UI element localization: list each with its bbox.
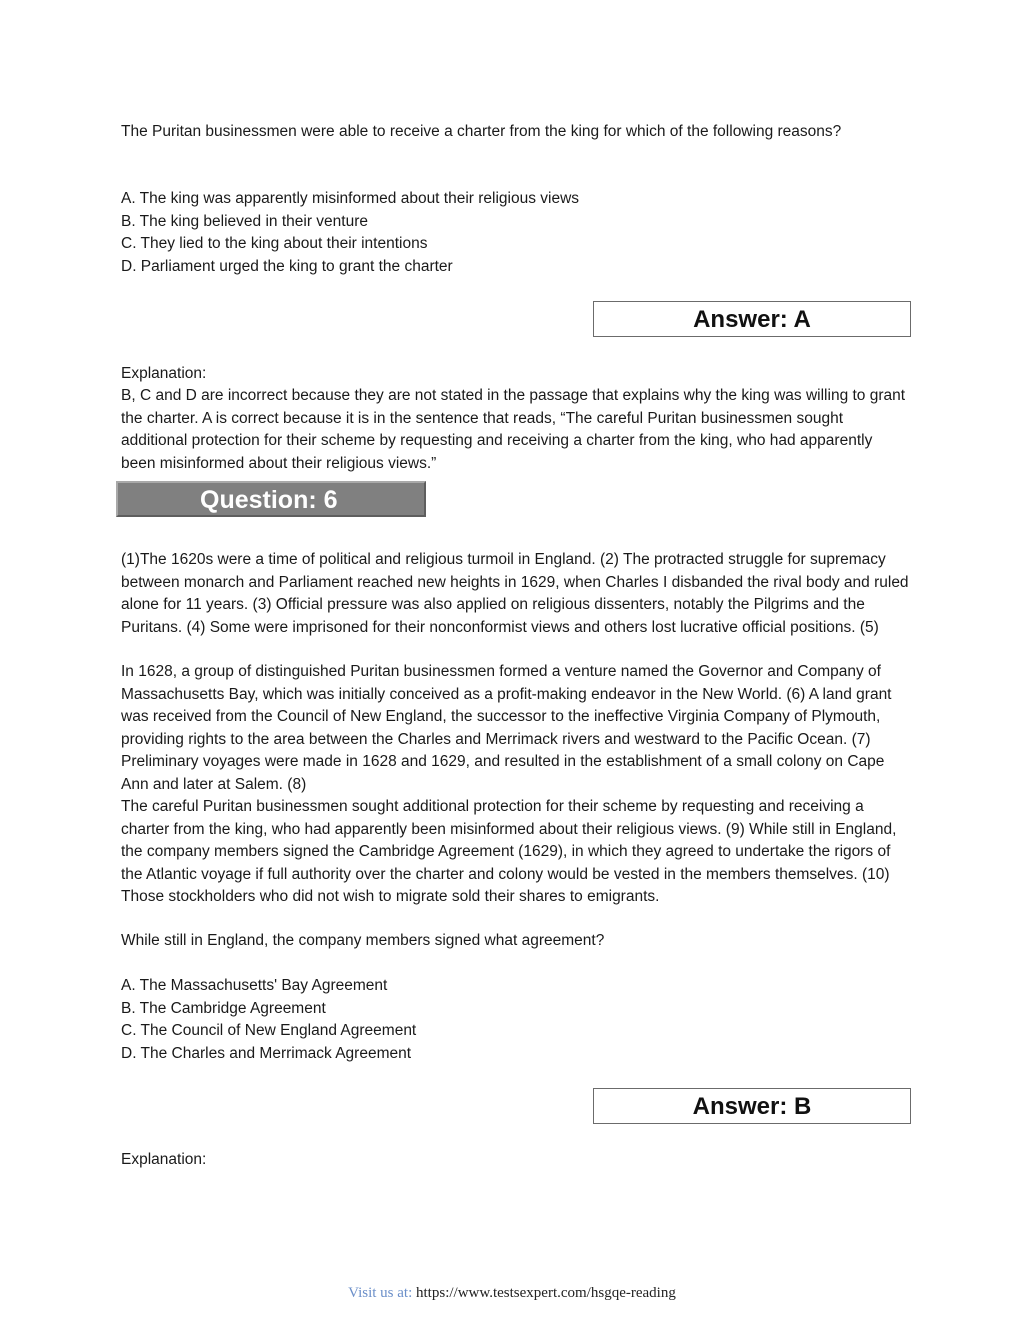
q6-passage-paragraph-3: The careful Puritan businessmen sought additional protection for their scheme by requesting and receiving a charter from the king, who had apparently been misinformed about their religious views. (9) While still in England, the company members signed the Cambridge Agreement (1629), in which they agreed to undertake the rigors of the Atlantic voyage if full authority over the charter and colony would be vested in the members themselves. (10) Those stockholders who did not wish to migrate sold their shares to emigrants. xyxy=(121,798,897,905)
q5-explanation-text: B, C and D are incorrect because they are not stated in the passage that explains why the king was willing to grant the charter. A is correct because it is in the sentence that reads, “The careful Puritan businessmen sought additional protection for their scheme by requesting and receiving a charter from the king, who had apparently been misinformed about their religious views.” xyxy=(121,387,906,472)
footer-url-link[interactable]: https://www.testsexpert.com/hsgqe-reading xyxy=(416,1285,676,1301)
q6-option-b: B. The Cambridge Agreement xyxy=(121,1000,326,1017)
q5-option-a: A. The king was apparently misinformed about their religious views xyxy=(121,190,580,207)
question-6-heading: Question: 6 xyxy=(200,486,338,514)
q5-question-text: The Puritan businessmen were able to receive a charter from the king for which of the following reasons? xyxy=(121,123,842,140)
q6-passage-paragraph-2: In 1628, a group of distinguished Puritan businessmen formed a venture named the Governor and Company of Massachusetts Bay, which was initially conceived as a profit-making endeavor in the New World. (6) A land grant was received from the Council of New England, the successor to the ineffective Virginia Company of Plymouth, providing rights to the area between the Charles and Merrimack rivers and westward to the Pacific Ocean. (7) Preliminary voyages were made in 1628 and 1629, and resulted in the establishment of a small colony on Cape Ann and later at Salem. (8) xyxy=(121,663,892,793)
question-6-heading-bar xyxy=(116,481,426,517)
q6-passage-paragraph-1: (1)The 1620s were a time of political and religious turmoil in England. (2) The protracted struggle for supremacy between monarch and Parliament reached new heights in 1629, when Charles I disbanded the rival body and ruled alone for 11 years. (3) Official pressure was also applied on religious dissenters, notably the Pilgrims and the Puritans. (4) Some were imprisoned for their nonconformist views and others lost lucrative official positions. (5) xyxy=(121,551,909,636)
q6-option-c: C. The Council of New England Agreement xyxy=(121,1022,417,1039)
q6-explanation-label: Explanation: xyxy=(121,1151,207,1168)
q6-option-a: A. The Massachusetts' Bay Agreement xyxy=(121,977,388,994)
footer-label: Visit us at: xyxy=(348,1285,417,1301)
q5-option-b: B. The king believed in their venture xyxy=(121,213,369,230)
q5-answer-box: Answer: A xyxy=(593,301,911,337)
q5-option-c: C. They lied to the king about their intentions xyxy=(121,235,428,252)
q6-question-text: While still in England, the company members signed what agreement? xyxy=(121,932,605,949)
q5-explanation-label: Explanation: xyxy=(121,365,207,382)
page-footer xyxy=(0,1285,1024,1302)
q6-answer-box: Answer: B xyxy=(593,1088,911,1124)
q6-option-d: D. The Charles and Merrimack Agreement xyxy=(121,1045,412,1062)
q5-option-d: D. Parliament urged the king to grant the charter xyxy=(121,258,453,275)
